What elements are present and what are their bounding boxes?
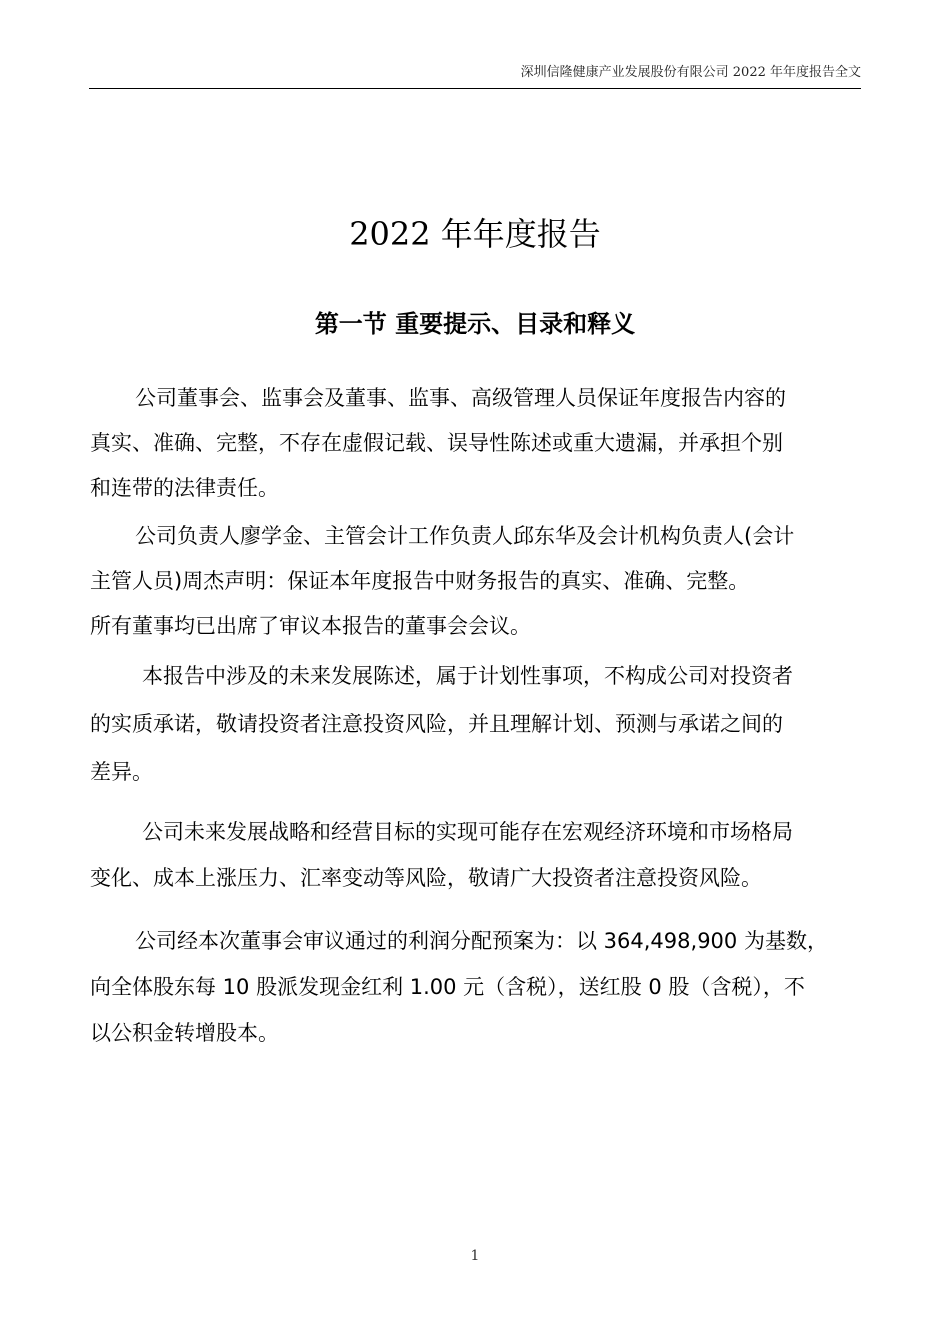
paragraph-board-attendance <box>90 604 860 649</box>
running-header <box>89 62 861 89</box>
paragraph-line: 和连带的法律责任。 <box>90 476 279 500</box>
document-title: 2022 年年度报告 <box>349 215 601 253</box>
paragraph-line: 公司负责人廖学金、主管会计工作负责人邱东华及会计机构负责人(会计 <box>135 524 795 548</box>
page-number: 1 <box>470 1248 480 1264</box>
paragraph-line: 以公积金转增股本。 <box>90 1021 279 1045</box>
running-header-title: 深圳信隆健康产业发展股份有限公司 2022 年年度报告全文 <box>520 65 861 80</box>
paragraph-line: 差异。 <box>90 760 153 784</box>
paragraph-line: 变化、成本上涨压力、汇率变动等风险，敬请广大投资者注意投资风险。 <box>90 866 762 890</box>
paragraph-line: 公司未来发展战略和经营目标的实现可能存在宏观经济环境和市场格局 <box>142 820 793 844</box>
section-heading: 第一节 重要提示、目录和释义 <box>314 310 636 338</box>
paragraph-profit-distribution <box>90 918 860 1056</box>
paragraph-line: 真实、准确、完整，不存在虚假记载、误导性陈述或重大遗漏，并承担个别 <box>90 431 783 455</box>
paragraph-line: 向全体股东每 10 股派发现金红利 1.00 元（含税），送红股 0 股（含税），不 <box>90 975 805 999</box>
paragraph-forward-looking <box>90 652 860 796</box>
paragraph-line: 的实质承诺，敬请投资者注意投资风险，并且理解计划、预测与承诺之间的 <box>90 712 783 736</box>
paragraph-line: 所有董事均已出席了审议本报告的董事会会议。 <box>90 614 531 638</box>
paragraph-line: 主管人员)周杰声明：保证本年度报告中财务报告的真实、准确、完整。 <box>90 569 750 593</box>
paragraph-line: 本报告中涉及的未来发展陈述，属于计划性事项，不构成公司对投资者 <box>142 664 793 688</box>
paragraph-responsibility-statement <box>90 376 860 511</box>
paragraph-risk-notice <box>90 809 860 901</box>
paragraph-line: 公司经本次董事会审议通过的利润分配预案为：以 364,498,900 为基数， <box>135 929 828 953</box>
paragraph-executive-declaration <box>90 514 860 604</box>
paragraph-line: 公司董事会、监事会及董事、监事、高级管理人员保证年度报告内容的 <box>135 386 786 410</box>
